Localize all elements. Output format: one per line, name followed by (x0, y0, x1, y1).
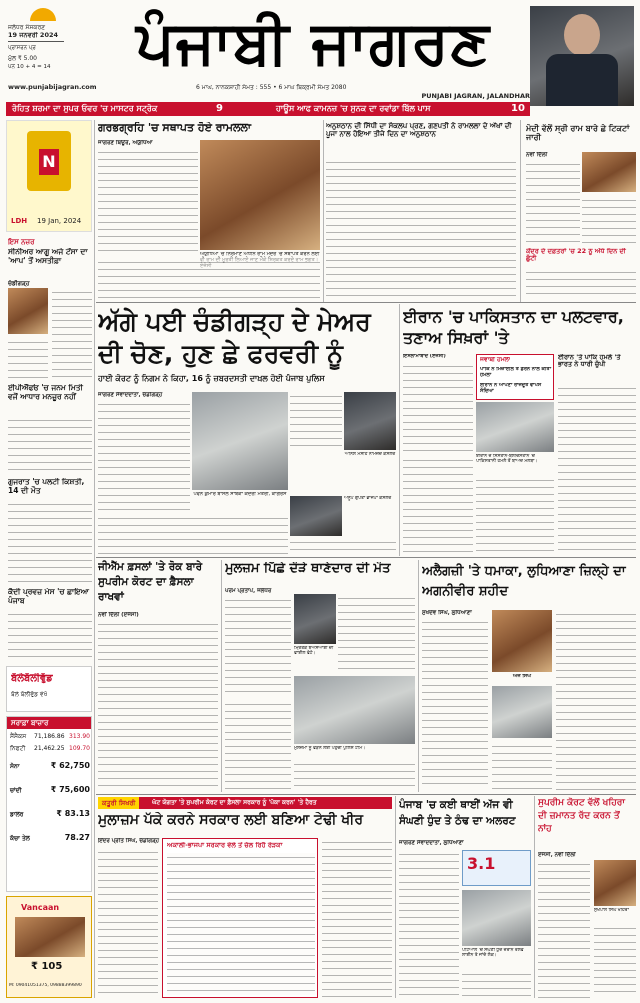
iran-side-headline[interactable]: ਈਰਾਨ 'ਤੇ ਪਾਕਿ ਹਮਲੇ 'ਤੇ ਭਾਰਤ ਨੇ ਧਾਰੀ ਚੁੱਪੀ (558, 354, 621, 369)
weather-caption: ਪਟਿਆਲੇ 'ਚ ਸੰਘਣੀ ਧੁੰਦ ਦੌਰਾਨ ਰੇਲਵੇ ਲਾਈਨ ਤੇ ਜਾਂਦੇ ਲੋਕ। (462, 948, 524, 959)
mayor-headline[interactable]: ਅੱਗੇ ਪਈ ਚੰਡੀਗੜ੍ਹ ਦੇ ਮੇਅਰ ਦੀ ਚੋਣ, ਹੁਣ ਛੇ ਫਰਵਰੀ ਨੂੰ (98, 307, 371, 368)
accused-text-4 (294, 760, 415, 790)
mayor-text-3 (98, 514, 288, 554)
sidebar-headline-1[interactable]: ਸੀਨੀਅਰ ਆਗੂ ਅਜੇ ਟੌਂਸਾ ਦਾ 'ਆਪ' ਤੋਂ ਅਸਤੀਫ਼ਾ (8, 248, 88, 265)
accused-caption-1: ਮ੍ਰਿਤਕ ਏਐੱਸਆਈ ਦੀ ਫਾਈਲ ਫੋਟੋ। (294, 646, 334, 657)
sensex-value: 71,186.86 (34, 733, 65, 740)
weather-temp: 3.1 (467, 855, 496, 873)
divider-accused (418, 560, 419, 792)
sidebar-headline-2[interactable]: ਈਪੀਐੱਫਓ 'ਚ ਜਨਮ ਮਿਤੀ ਵਜੋਂ ਆਧਾਰ ਮਨਜ਼ੂਰ ਨਹੀਂ (8, 384, 83, 401)
khaira-caption: ਸੁਖਪਾਲ ਸਿੰਘ ਖਹਿਰਾ (594, 908, 629, 913)
iran-box-point-1: ਪਾਕਿ ਨੇ ਮਿਜ਼ਾਈਲ ਤੇ ਡਰੋਨ ਨਾਲ ਕੀਤਾ ਹਮਲਾ (480, 367, 552, 378)
weather-dateline: ਜਾਗਰਣ ਸੰਵਾਦਦਾਤਾ, ਲੁਧਿਆਣਾ (399, 840, 464, 846)
ram-headline[interactable]: ਗਰਭਗ੍ਰਹਿ 'ਚ ਸਥਾਪਤ ਹੋਏ ਰਾਮਲਲਾ (98, 122, 251, 134)
newspaper-title: ਪੰਜਾਬੀ ਜਾਗਰਣ (136, 8, 490, 78)
price-label: ਮੁੱਲ ₹ 5.00 (8, 55, 37, 62)
advert-brand: Vancaan (21, 903, 60, 912)
iran-box-title: ਜਵਾਬੀ ਹਮਲਾ (480, 357, 511, 363)
ear-date: 19 Jan, 2024 (37, 217, 82, 225)
bollywood-sub: ਬੱਲੇ ਬੱਲੀਵੁੱਡ ਵੇਖੋ (11, 691, 48, 698)
gm-dateline: ਨਵੀਂ ਦਿੱਲੀ (ਏਜੰਸੀ) (98, 612, 139, 618)
posts-headline[interactable]: ਮੁਲਾਜ਼ਮ ਪੱਕੇ ਕਰਨੇ ਸਰਕਾਰ ਲਈ ਬਣਿਆ ਟੇਢੀ ਖੀਰ (98, 812, 364, 828)
gold-value: ₹ 62,750 (50, 761, 90, 770)
silver-label: ਚਾਂਦੀ (10, 787, 22, 794)
sidebar-section-title: ਇਸ ਨਜ਼ਰ (8, 238, 35, 246)
accused-text-3 (225, 700, 291, 790)
nifty-value: 21,462.25 (34, 745, 65, 752)
ram-text-2 (98, 258, 320, 298)
sidebar-text-3 (8, 500, 92, 584)
sidebar-text-1 (52, 288, 92, 378)
mayor-dateline: ਜਾਗਰਣ ਸੰਵਾਦਦਾਤਾ, ਚੰਡੀਗੜ੍ਹ (98, 392, 163, 398)
market-row-nifty (10, 745, 90, 755)
posts-label: ਕਤੂਰੀ ਸਿਖਰੀ (98, 797, 139, 809)
sidebar-city-1: ਚੰਡੀਗੜ੍ਹ (8, 280, 30, 287)
edition-label: ਜਲੰਧਰ ਸੰਸਕਰਣ (8, 24, 46, 31)
sidebar-text-2 (8, 416, 92, 474)
promo-band (6, 102, 530, 116)
posts-band-text: ਘੱਟ ਯੋਗਤਾ 'ਤੇ ਸੁਪਰੀਮ ਕੋਰਟ ਦਾ ਫ਼ੈਸਲਾ ਸਰਕਾਰ ਨੂੰ 'ਪੱਕਾ ਕਰਨ' 'ਤੇ ਹੈਰਤ (152, 799, 317, 806)
mayor-photo (192, 392, 288, 490)
divider-posts (395, 796, 396, 998)
ludhiana-text-2 (556, 610, 636, 790)
ram-side-headline[interactable]: ਅਨੁਸ਼ਠਾਨ ਦੀ ਸਿੱਧੀ ਦਾ ਸੰਕਲਪ ਪ੍ਰਣ, ਗਣਪਤੀ ਨੇ ਰਾਮਲਲਾ ਦੇ ਅੱਖਾਂ ਦੀ ਪੂਜਾ ਨਾਲ ਹੋਇਆ ਤੀਜੇ ਦਿਨ ਦਾ ਅਨੁਸ਼ਠਾਨ (326, 122, 512, 139)
accused-caption-2: ਮੁਲਜ਼ਮਾਂ ਨੂੰ ਫੜਨ ਲਈ ਪਹੁੰਚੀ ਪੁਲਿਸ ਟੀਮ। (294, 746, 366, 751)
bollywood-brand: ਬੱਲੇਬੱਲੀਵੁੱਡ (11, 673, 53, 684)
ram-dateline: ਜਾਗਰਣ ਬਿਊਰੋ, ਅਯੁੱਧਿਆ (98, 140, 153, 146)
khaira-headline[interactable]: ਸੁਪਰੀਮ ਕੋਰਟ ਵੱਲੋਂ ਖਹਿਰਾ ਦੀ ਜ਼ਮਾਨਤ ਰੱਦ ਕਰਨ ਤੋਂ ਨਾਂਹ (538, 798, 625, 834)
iran-caption: ਈਰਾਨ ਦੇ ਸਿਸਤਾਨ-ਬਲੋਚਿਸਤਾਨ 'ਚ ਪਾਕਿਸਤਾਨੀ ਹਮਲੇ ਤੋਂ ਬਾਅਦ ਮਲਬਾ। (476, 454, 538, 465)
iran-text-2 (403, 456, 473, 554)
divider-weather (534, 796, 535, 998)
advert-image (15, 917, 85, 957)
sensex-change: 313.90 (69, 733, 90, 740)
modi-dateline: ਨਵੀਂ ਦਿੱਲੀ (526, 152, 548, 158)
gm-headline[interactable]: ਜੀਐੱਮ ਫ਼ਸਲਾਂ 'ਤੇ ਰੋਕ ਬਾਰੇ ਸੁਪਰੀਮ ਕੋਰਟ ਦਾ ਫ਼ੈਸਲਾ ਰਾਖਵਾਂ (98, 561, 203, 603)
mayor-caption-2: ਅਨਿਲ ਮਸੀਹ ਨਾਮਜ਼ਦ ਕੌਂਸਲਰ (344, 452, 396, 457)
divider-ram (323, 120, 324, 302)
iran-text-1 (403, 362, 473, 452)
iran-side-text (558, 384, 636, 554)
posts-box-text (167, 853, 315, 995)
iran-box (476, 354, 554, 400)
gold-label: ਸੋਨਾ (10, 763, 20, 770)
edition-info (8, 8, 86, 78)
sun-logo (30, 8, 56, 21)
ludhiana-text-3 (492, 742, 552, 790)
iran-text-3 (476, 476, 554, 554)
market-row-silver (10, 785, 90, 803)
ram-caption: ਅਯੁੱਧਿਆ 'ਚ ਨਿਰਮਾਣ ਅਧੀਨ ਰਾਮ ਮੰਦਰ 'ਚ ਸਥਾਪਤ ਕਰਨ ਲਈ (200, 252, 320, 257)
iran-box-point-2: ਈਰਾਨ ਨੇ ਆਪਣਾ ਰਾਜਦੂਤ ਵਾਪਸ ਸੱਦਿਆ (480, 383, 542, 394)
advert-price: ₹ 105 (31, 961, 63, 972)
posts-box-headline[interactable]: ਅਕਾਲੀ-ਭਾਜਪਾ ਸਰਕਾਰ ਵੇਲੇ ਤੋਂ ਚੱਲ ਰਿਹੈ ਰੇੜਕਾ (167, 842, 283, 849)
iran-headline[interactable]: ਈਰਾਨ 'ਚ ਪਾਕਿਸਤਾਨ ਦਾ ਪਲਟਵਾਰ, ਤਣਾਅ ਸਿਖ਼ਰਾਂ 'ਤੇ (403, 307, 624, 347)
khaira-dateline: ਏਜੰਸੀ, ਨਵੀਂ ਦਿੱਲੀ (538, 852, 576, 858)
market-row-gold (10, 761, 90, 779)
accused-headline[interactable]: ਮੁਲਜ਼ਮ ਪਿੱਛੇ ਦੌੜੇ ਥਾਣੇਦਾਰ ਦੀ ਮੌਤ (225, 562, 391, 576)
sidebar-text-1b (8, 338, 48, 378)
ludhiana-caption: ਅਜੈ ਸਿੰਘ (513, 674, 531, 679)
dollar-label: ਡਾਲਰ (10, 811, 24, 818)
promo-left[interactable]: ਰੋਹਿਤ ਸ਼ਰਮਾ ਦਾ ਸੁਪਰ ਓਵਰ 'ਚ ਮਾਸਟਰ ਸਟ੍ਰੋਕ (12, 104, 158, 113)
posts-box (162, 838, 318, 998)
modi-photo (582, 152, 636, 192)
sidebar-photo-1 (8, 288, 48, 334)
posts-band (98, 797, 392, 809)
divider-modi (520, 120, 521, 302)
ear-ldh: LDH (11, 217, 28, 225)
khaira-text-2 (594, 924, 636, 998)
sidebar-divider (94, 120, 95, 998)
promo-left-page: 9 (216, 103, 223, 114)
website-link[interactable]: www.punjabijagran.com (8, 84, 97, 91)
date-label: 19 ਜਨਵਰੀ 2024 (8, 32, 59, 39)
accused-photo-2 (294, 676, 415, 744)
calendar-line: 6 ਮਾਘ, ਨਾਨਕਸ਼ਾਹੀ ਸੰਮਤ : 555 • 6 ਮਾਘ ਬਿਕ੍ਰਮੀ ਸੰਮਤ 2080 (196, 84, 347, 91)
modi-text-2 (582, 196, 636, 244)
modi-text (526, 160, 580, 244)
ear-graphic: N (27, 131, 71, 191)
market-row-sensex (10, 733, 90, 743)
weather-text-2 (462, 970, 531, 998)
weather-headline[interactable]: ਪੰਜਾਬ 'ਚ ਕਈ ਥਾਈਂ ਅੱਜ ਵੀ ਸੰਘਣੀ ਧੁੰਦ ਤੇ ਠੰਢ ਦਾ ਅਲਰਟ (399, 799, 516, 827)
nifty-label: ਨਿਫਟੀ (10, 745, 26, 752)
sensex-label: ਸੈਂਸੈਕਸ (10, 733, 27, 740)
posts-text-2 (322, 838, 392, 998)
khaira-photo (594, 860, 636, 906)
crude-value: 78.27 (64, 833, 90, 842)
ram-side-text (326, 158, 516, 298)
dollar-value: ₹ 83.13 (56, 809, 90, 818)
ram-photo (200, 140, 320, 250)
publisher-line: PUNJABI JAGRAN, JALANDHAR (421, 93, 530, 100)
accused-dateline: ਪਰਮ ਪ੍ਰਤਾਪ, ਜਲੰਧਰ (225, 588, 272, 594)
mayor-photo-2 (344, 392, 396, 450)
promo-right[interactable]: ਹਾਊਸ ਆਫ ਕਾਮਨਜ਼ 'ਚ ਸੁਨਕ ਦਾ ਰਵਾਂਡਾ ਬਿੱਲ ਪਾਸ (276, 104, 431, 113)
crude-label: ਕੱਚਾ ਤੇਲ (10, 835, 30, 842)
divider-iran (399, 304, 400, 556)
iran-dateline: ਇਸਲਾਮਾਬਾਦ (ਏਜੰਸੀ) (403, 354, 446, 359)
sidebar-headline-3[interactable]: ਗੁਜਰਾਤ 'ਚ ਪਲਟੀ ਕਿਸ਼ਤੀ, 14 ਦੀ ਮੌਤ (8, 478, 85, 495)
ludhiana-photo-2 (492, 686, 552, 738)
mayor-photo-3 (290, 496, 342, 536)
accused-photo-1 (294, 594, 336, 644)
mayor-text-4 (290, 538, 396, 554)
mayor-text-2 (290, 392, 342, 452)
market-row-dollar (10, 809, 90, 827)
sidebar-headline-4[interactable]: ਕੈਦੀ ਪ੍ਰਵਜ਼ ਮੇਸ 'ਚ ਛਾਇਆ ਪੰਜਾਬ (8, 588, 89, 605)
market-row-crude (10, 833, 90, 851)
page-count-label: ਪੰਨੇ 10 + 4 = 14 (8, 64, 51, 70)
ludhiana-dateline: ਸੁਖਦੇਵ ਸਿੰਘ, ਲੁਧਿਆਣਾ (422, 610, 472, 616)
sunak-photo (530, 6, 634, 106)
mayor-text-1 (98, 400, 190, 510)
sidebar-text-4 (8, 610, 92, 662)
row-rule-2 (96, 557, 636, 558)
row-rule-1 (96, 302, 636, 303)
row-rule-3 (96, 794, 636, 795)
accused-text-1 (225, 596, 291, 696)
weather-photo (462, 890, 531, 946)
modi-headline[interactable]: ਮੋਦੀ ਵੱਲੋਂ ਸ੍ਰੀ ਰਾਮ ਬਾਰੇ ਛੇ ਟਿਕਟਾਂ ਜਾਰੀ (526, 124, 630, 143)
mayor-subheadline[interactable]: ਹਾਈ ਕੋਰਟ ਨੂੰ ਨਿਗਮ ਨੇ ਕਿਹਾ, 16 ਨੂੰ ਜ਼ਬਰਦਸਤੀ ਦਾਖ਼ਲ ਹੋਈ ਪੰਜਾਬ ਪੁਲਿਸ (98, 374, 325, 383)
divider-gm (221, 560, 222, 792)
market-title: ਸਰਾਫ਼ਾ ਬਾਜ਼ਾਰ (7, 717, 91, 729)
khaira-text-1 (538, 860, 590, 998)
ram-text (98, 148, 198, 254)
iran-photo (476, 402, 554, 452)
posts-dateline: ਇੰਦਰ ਪ੍ਰੀਤ ਸਿੰਘ, ਚੰਡੀਗੜ੍ਹ (98, 838, 160, 844)
gm-text (98, 620, 218, 790)
market-panel (6, 716, 92, 892)
ear-panel (6, 120, 92, 232)
promo-right-page: 10 (511, 103, 525, 114)
advert-phone: M: 09041051375, 09888399890 (9, 983, 82, 988)
nifty-change: 109.70 (69, 745, 90, 752)
ludhiana-headline[interactable]: ਅਲੈਗਜ਼ੀ 'ਤੇ ਧਮਾਕਾ, ਲੁਧਿਆਣਾ ਜ਼ਿਲ੍ਹੇ ਦਾ ਅਗਨੀਵੀਰ ਸ਼ਹੀਦ (422, 564, 626, 599)
sidebar-advert[interactable] (6, 896, 92, 998)
mayor-caption-1: ਪਵਨ ਕੁਮਾਰ ਬਾਂਸਲ ਸਾਬਕਾ ਕੇਂਦਰੀ ਮੰਤਰੀ, ਕਾਂਗਰਸ (193, 492, 287, 497)
ludhiana-photo (492, 610, 552, 672)
modi-text-3 (526, 268, 636, 298)
silver-value: ₹ 75,600 (50, 785, 90, 794)
weather-text-1 (399, 850, 459, 998)
mayor-caption-3: ਅਨੂਪ ਗੁਪਤਾ ਭਾਜਪਾ ਕੌਂਸਲਰ (344, 496, 392, 501)
ludhiana-text-1 (422, 618, 488, 790)
accused-text-2 (338, 594, 415, 674)
bollywood-promo[interactable] (6, 666, 92, 712)
modi-subheadline[interactable]: ਕੇਂਦਰ ਦੇ ਦਫ਼ਤਰਾਂ 'ਚ 22 ਨੂੰ ਅੱਧੇ ਦਿਨ ਦੀ ਛੁੱਟੀ (526, 248, 626, 263)
circulation-label: ਪ੍ਰਾਸਰਨ ਪ੍ਰ (8, 45, 36, 51)
posts-text-1 (98, 848, 158, 998)
weather-temp-box (462, 850, 531, 886)
